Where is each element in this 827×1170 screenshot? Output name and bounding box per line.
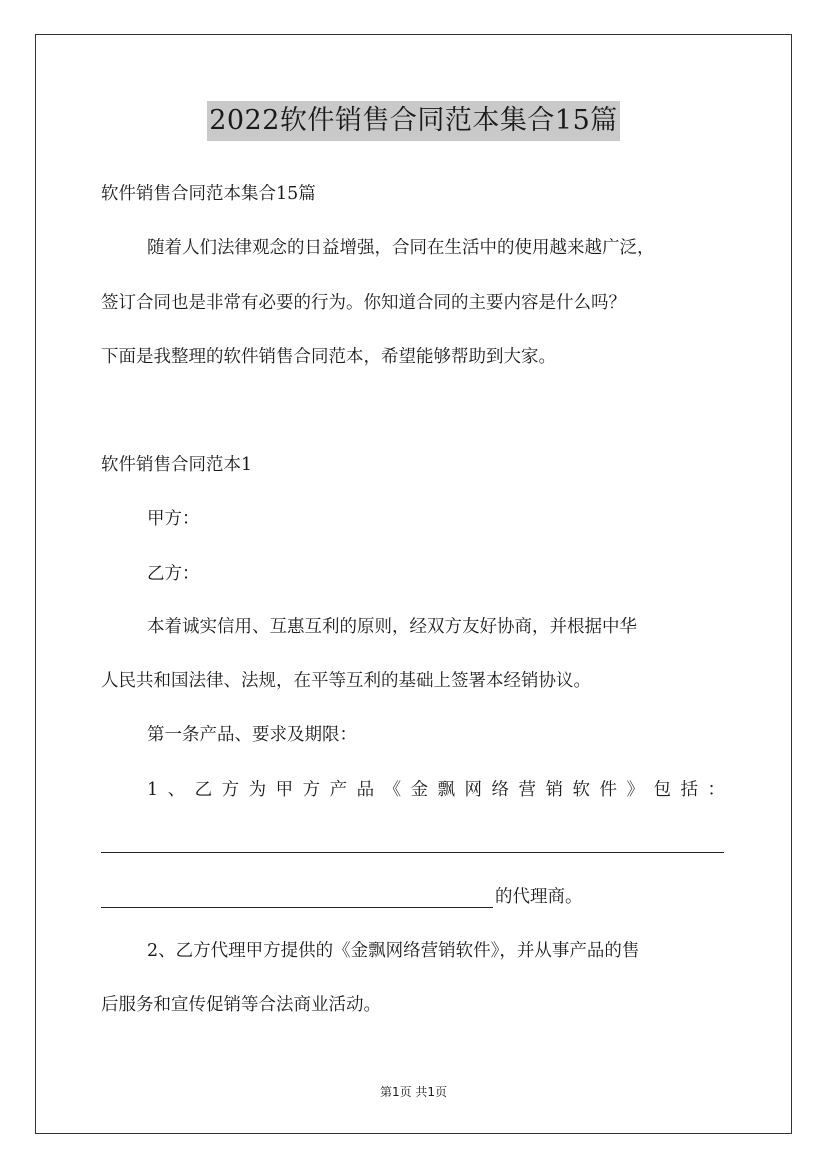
intro-line-2: 签订合同也是非常有必要的行为。你知道合同的主要内容是什么吗？ [101, 293, 626, 313]
clause-1-line-2-suffix: 的代理商。 [495, 887, 583, 907]
document-title: 2022软件销售合同范本集合15篇 [207, 101, 620, 141]
fill-in-blank-line-short [101, 907, 493, 908]
fill-in-blank-line [101, 852, 724, 853]
clause-2-line-1: 2、乙方代理甲方提供的《金飘网络营销软件》，并从事产品的售 [147, 941, 640, 961]
preamble-line-2: 人民共和国法律、法规，在平等互利的基础上签署本经销协议。 [101, 671, 591, 691]
party-a-label: 甲方： [147, 509, 200, 529]
intro-line-3: 下面是我整理的软件销售合同范本，希望能够帮助到大家。 [101, 347, 556, 367]
clause-1-line-1: 1、乙方为甲方产品《金飘网络营销软件》包括： [147, 780, 725, 800]
clause-2-line-2: 后服务和宣传促销等合法商业活动。 [101, 995, 381, 1015]
preamble-line-1: 本着诚实信用、互惠互利的原则，经双方友好协商，并根据中华 [147, 617, 637, 637]
intro-line-1: 随着人们法律观念的日益增强，合同在生活中的使用越来越广泛， [147, 238, 655, 258]
article-1-heading: 第一条产品、要求及期限： [147, 725, 357, 745]
section-heading: 软件销售合同范本1 [101, 455, 253, 475]
party-b-label: 乙方： [147, 564, 200, 584]
document-subtitle: 软件销售合同范本集合15篇 [101, 184, 316, 204]
title-container [0, 101, 827, 141]
page-number-footer: 第1页 共1页 [379, 1085, 448, 1099]
